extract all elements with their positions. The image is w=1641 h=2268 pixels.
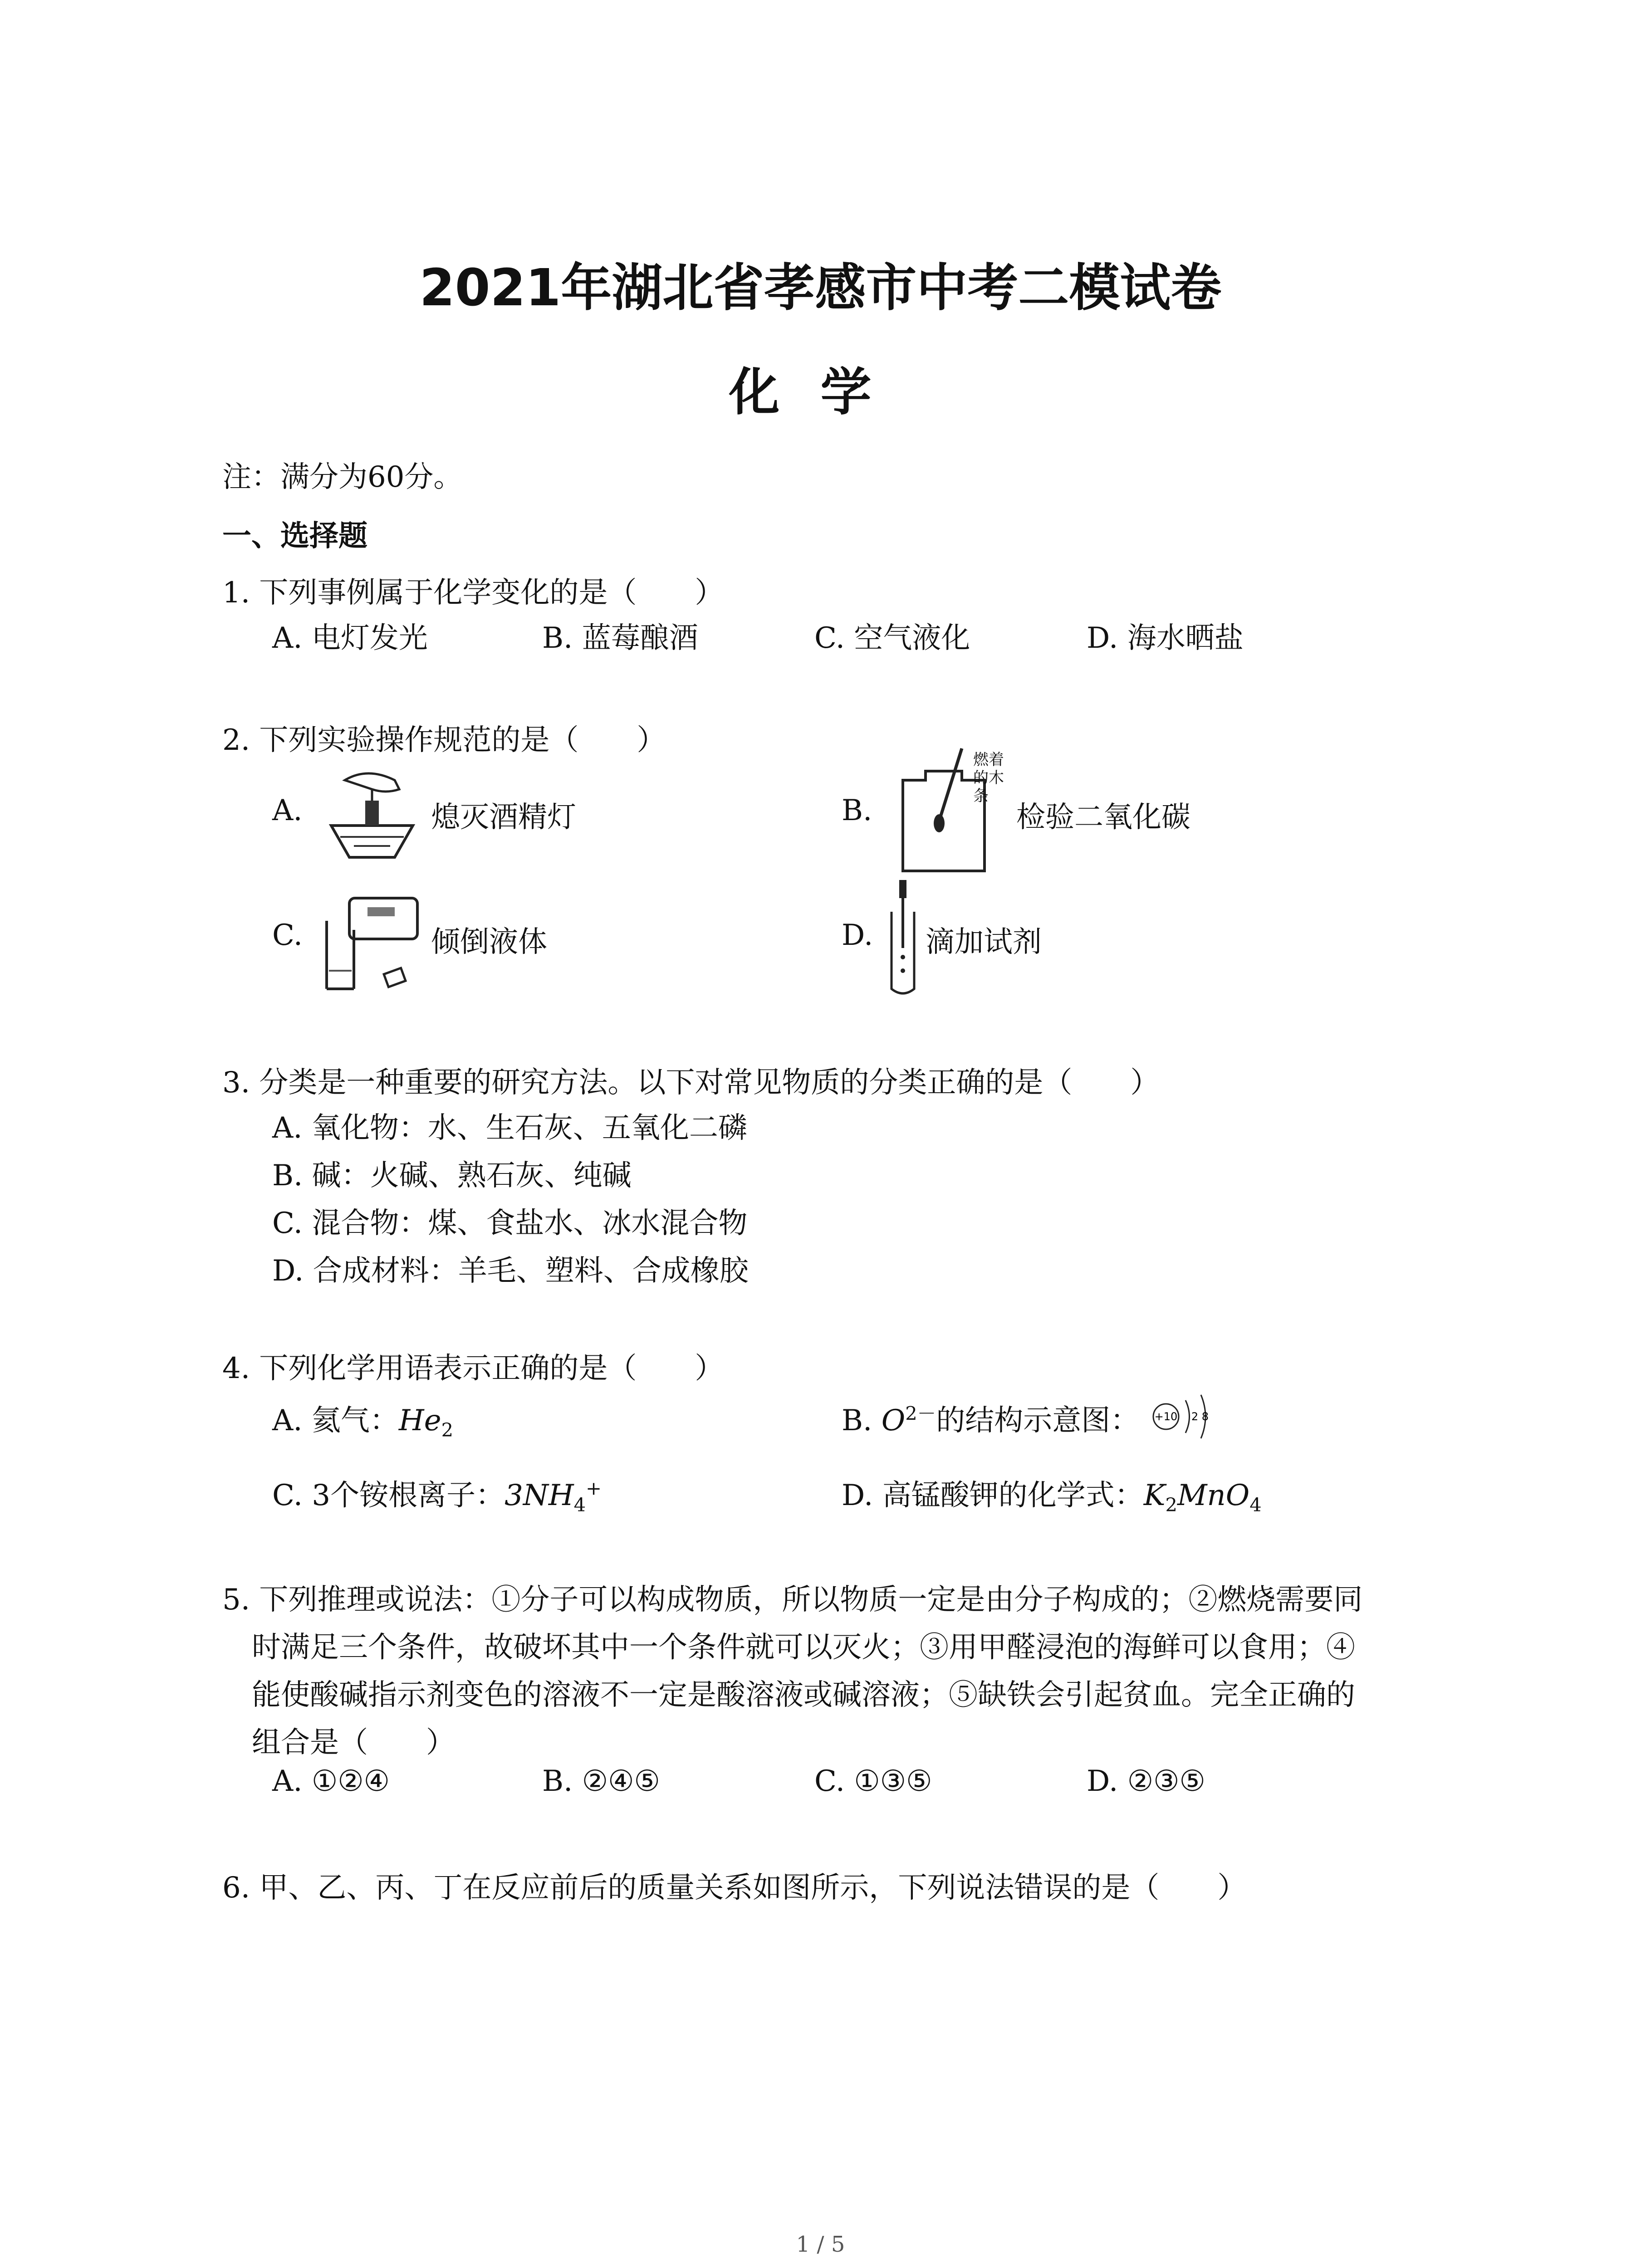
q4-option-b-prefix: B. — [842, 1404, 882, 1437]
q4-option-d-formula-mno: MnO — [1177, 1479, 1250, 1512]
q1-option-a: A. 电灯发光 — [272, 621, 428, 655]
q4-option-d-subscript-1: 2 — [1165, 1493, 1177, 1516]
dropper-figure — [885, 880, 921, 998]
q4-option-b-charge: 2－ — [905, 1402, 936, 1425]
alcohol-lamp-figure — [318, 762, 426, 866]
q4-option-c-charge: + — [586, 1477, 602, 1500]
q2-option-b-text: 检验二氧化碳 — [1016, 801, 1190, 834]
q4-option-b — [842, 1397, 1139, 1439]
q1-option-d: D. 海水晒盐 — [1087, 621, 1244, 655]
q4-option-c-prefix: C. 3个铵根离子： — [272, 1479, 505, 1512]
q2-option-b-letter: B. — [842, 794, 872, 827]
q4-option-a-formula: He — [398, 1404, 441, 1437]
q2-option-c-letter: C. — [272, 919, 303, 952]
q4-option-a-subscript: 2 — [441, 1418, 454, 1441]
q4-option-d-prefix: D. 高锰酸钾的化学式： — [842, 1479, 1144, 1512]
q5-option-c: C. ①③⑤ — [814, 1765, 932, 1798]
exam-title: 2021年湖北省孝感市中考二模试卷 — [419, 259, 1222, 318]
q5-stem-line4: 组合是（ ） — [252, 1726, 455, 1760]
q4-option-c-formula: 3NH — [505, 1479, 574, 1512]
q1-option-b: B. 蓝莓酿酒 — [542, 621, 698, 655]
q1-option-c: C. 空气液化 — [814, 621, 970, 655]
burning-stick-label-line: 的木 — [973, 769, 1004, 787]
q2-option-a-letter: A. — [272, 794, 303, 827]
nucleus-charge: +10 — [1154, 1410, 1178, 1423]
burning-stick-label-line: 燃着 — [973, 751, 1004, 769]
q5-option-b: B. ②④⑤ — [542, 1765, 660, 1798]
q6-stem: 6. 甲、乙、丙、丁在反应前后的质量关系如图所示，下列说法错误的是（ ） — [222, 1871, 1247, 1905]
q4-option-c — [272, 1472, 602, 1516]
q4-option-d — [842, 1472, 1262, 1516]
electron-shells: 2 8 — [1191, 1410, 1209, 1423]
q3-option-b: B. 碱：火碱、熟石灰、纯碱 — [272, 1159, 632, 1193]
q2-stem: 2. 下列实验操作规范的是（ ） — [222, 723, 666, 757]
score-note: 注：满分为60分。 — [222, 460, 463, 494]
atomic-structure-diagram — [1150, 1390, 1236, 1440]
burning-stick-label — [973, 751, 1004, 805]
q5-stem-line2: 时满足三个条件，故破坏其中一个条件就可以灭火；③用甲醛浸泡的海鲜可以食用；④ — [252, 1631, 1355, 1664]
q4-option-a-prefix: A. 氦气： — [272, 1404, 399, 1437]
q3-option-d: D. 合成材料：羊毛、塑料、合成橡胶 — [272, 1254, 749, 1288]
q2-option-a-text: 熄灭酒精灯 — [431, 801, 576, 834]
q4-option-d-formula-k: K — [1143, 1479, 1166, 1512]
q4-stem: 4. 下列化学用语表示正确的是（ ） — [222, 1352, 724, 1385]
pouring-liquid-figure — [318, 889, 426, 993]
q4-option-b-suffix: 的结构示意图： — [936, 1404, 1140, 1437]
q5-stem-line3: 能使酸碱指示剂变色的溶液不一定是酸溶液或碱溶液；⑤缺铁会引起贫血。完全正确的 — [252, 1678, 1355, 1712]
q4-option-c-subscript: 4 — [573, 1493, 586, 1516]
section-heading: 一、选择题 — [222, 519, 367, 553]
q4-option-d-subscript-2: 4 — [1249, 1493, 1262, 1516]
subject-title: 化学 — [729, 363, 912, 422]
q3-option-a: A. 氧化物：水、生石灰、五氧化二磷 — [272, 1111, 747, 1145]
page-number: 1 / 5 — [796, 2232, 845, 2257]
q2-option-c-text: 倾倒液体 — [431, 925, 547, 959]
burning-stick-label-line: 条 — [973, 787, 989, 805]
q4-option-a — [272, 1397, 453, 1441]
q1-stem: 1. 下列事例属于化学变化的是（ ） — [222, 576, 724, 610]
q3-option-c: C. 混合物：煤、食盐水、冰水混合物 — [272, 1207, 748, 1240]
q2-option-d-text: 滴加试剂 — [926, 925, 1042, 959]
q5-option-d: D. ②③⑤ — [1087, 1765, 1205, 1798]
q4-option-b-formula: O — [881, 1404, 906, 1437]
q2-option-d-letter: D. — [842, 919, 873, 952]
q5-option-a: A. ①②④ — [272, 1765, 390, 1798]
q5-stem-line1: 5. 下列推理或说法：①分子可以构成物质，所以物质一定是由分子构成的；②燃烧需要同 — [222, 1583, 1363, 1617]
q3-stem: 3. 分类是一种重要的研究方法。以下对常见物质的分类正确的是（ ） — [222, 1066, 1160, 1100]
